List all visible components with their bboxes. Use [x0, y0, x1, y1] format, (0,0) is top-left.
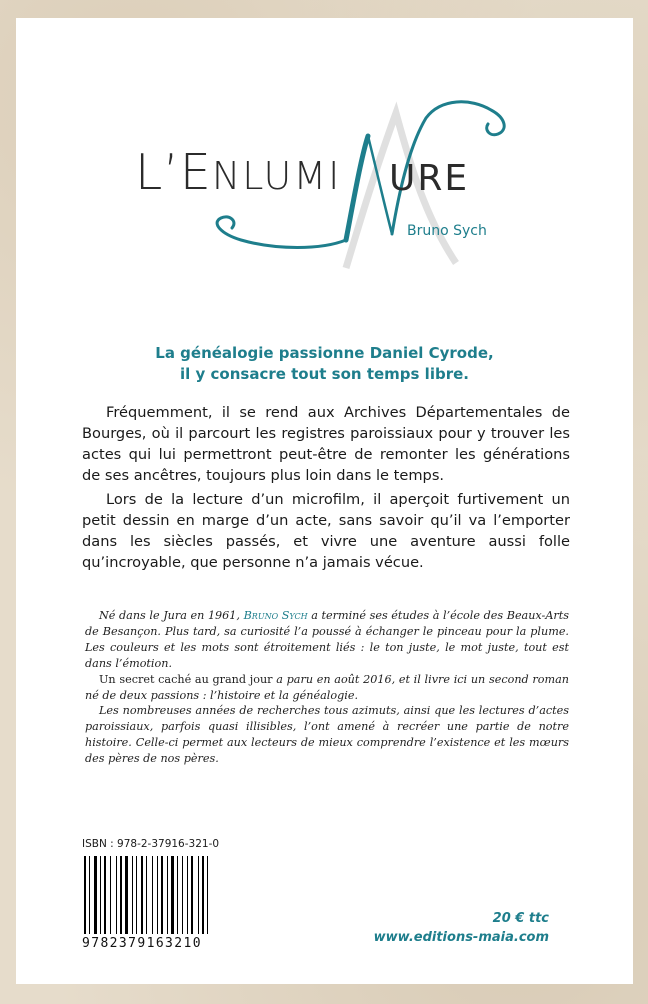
summary-paragraph-1: Fréquemment, il se rend aux Archives Départementales de Bourges, où il parcourt les registres paroissiaux pour y trouver les actes qui lui permettront peut-être de remonter les générations de ses ancêtres, toujours plus loin dans le temps.	[82, 404, 570, 484]
summary-paragraph-2: Lors de la lecture d’un microfilm, il aperçoit furtivement un petit dessin en marge d’un acte, sans savoir qu’il va l’emporter dans les siècles passés, et vivre une aventure aussi folle qu’incroyable, que personne n’a jamais vécue.	[82, 491, 570, 571]
author-name: Bruno Sych	[407, 223, 487, 239]
bio-paragraph-1: Né dans le Jura en 1961, Bruno Sych a terminé ses études à l’école des Beaux-Arts de Besançon. Plus tard, sa curiosité l’a poussé à échanger le pinceau pour la plume. Les couleurs et les mots sont étroitement liés : le ton juste, le mot juste, tout est dans l’émotion.	[85, 609, 569, 670]
bio-author-name: Bruno Sych	[243, 609, 308, 622]
barcode-digits: 9782379163210	[82, 936, 202, 951]
previous-book-title: Un secret caché au grand jour	[99, 672, 273, 686]
book-summary	[82, 402, 570, 573]
tagline	[16, 343, 633, 385]
barcode-icon	[82, 856, 238, 936]
bio-paragraph-2: Un secret caché au grand jour a paru en août 2016, et il livre ici un second roman né de deux passions : l’histoire et la généalogie.	[85, 672, 569, 702]
back-cover-page	[16, 18, 633, 984]
title-block	[16, 18, 633, 318]
tagline-line-2: il y consacre tout son temps libre.	[180, 365, 469, 383]
author-bio	[85, 608, 569, 767]
isbn-label: ISBN : 978-2-37916-321-0	[82, 838, 220, 850]
price-label: 20 € ttc	[492, 911, 549, 926]
tagline-line-1: La généalogie passionne Daniel Cyrode,	[155, 344, 494, 362]
title-right-part: URE	[389, 158, 470, 199]
title-left-part: L’ENLUMI	[135, 144, 342, 201]
publisher-website-link[interactable]: www.editions-maia.com	[373, 930, 549, 945]
bio-paragraph-3: Les nombreuses années de recherches tous azimuts, ainsi que les lectures d’actes paroissiaux, parfois quasi illisibles, l’ont amené à recréer une partie de notre histoire. Celle-ci permet aux lecteurs de mieux comprendre l’existence et les mœurs des pères de nos pères.	[85, 704, 569, 766]
